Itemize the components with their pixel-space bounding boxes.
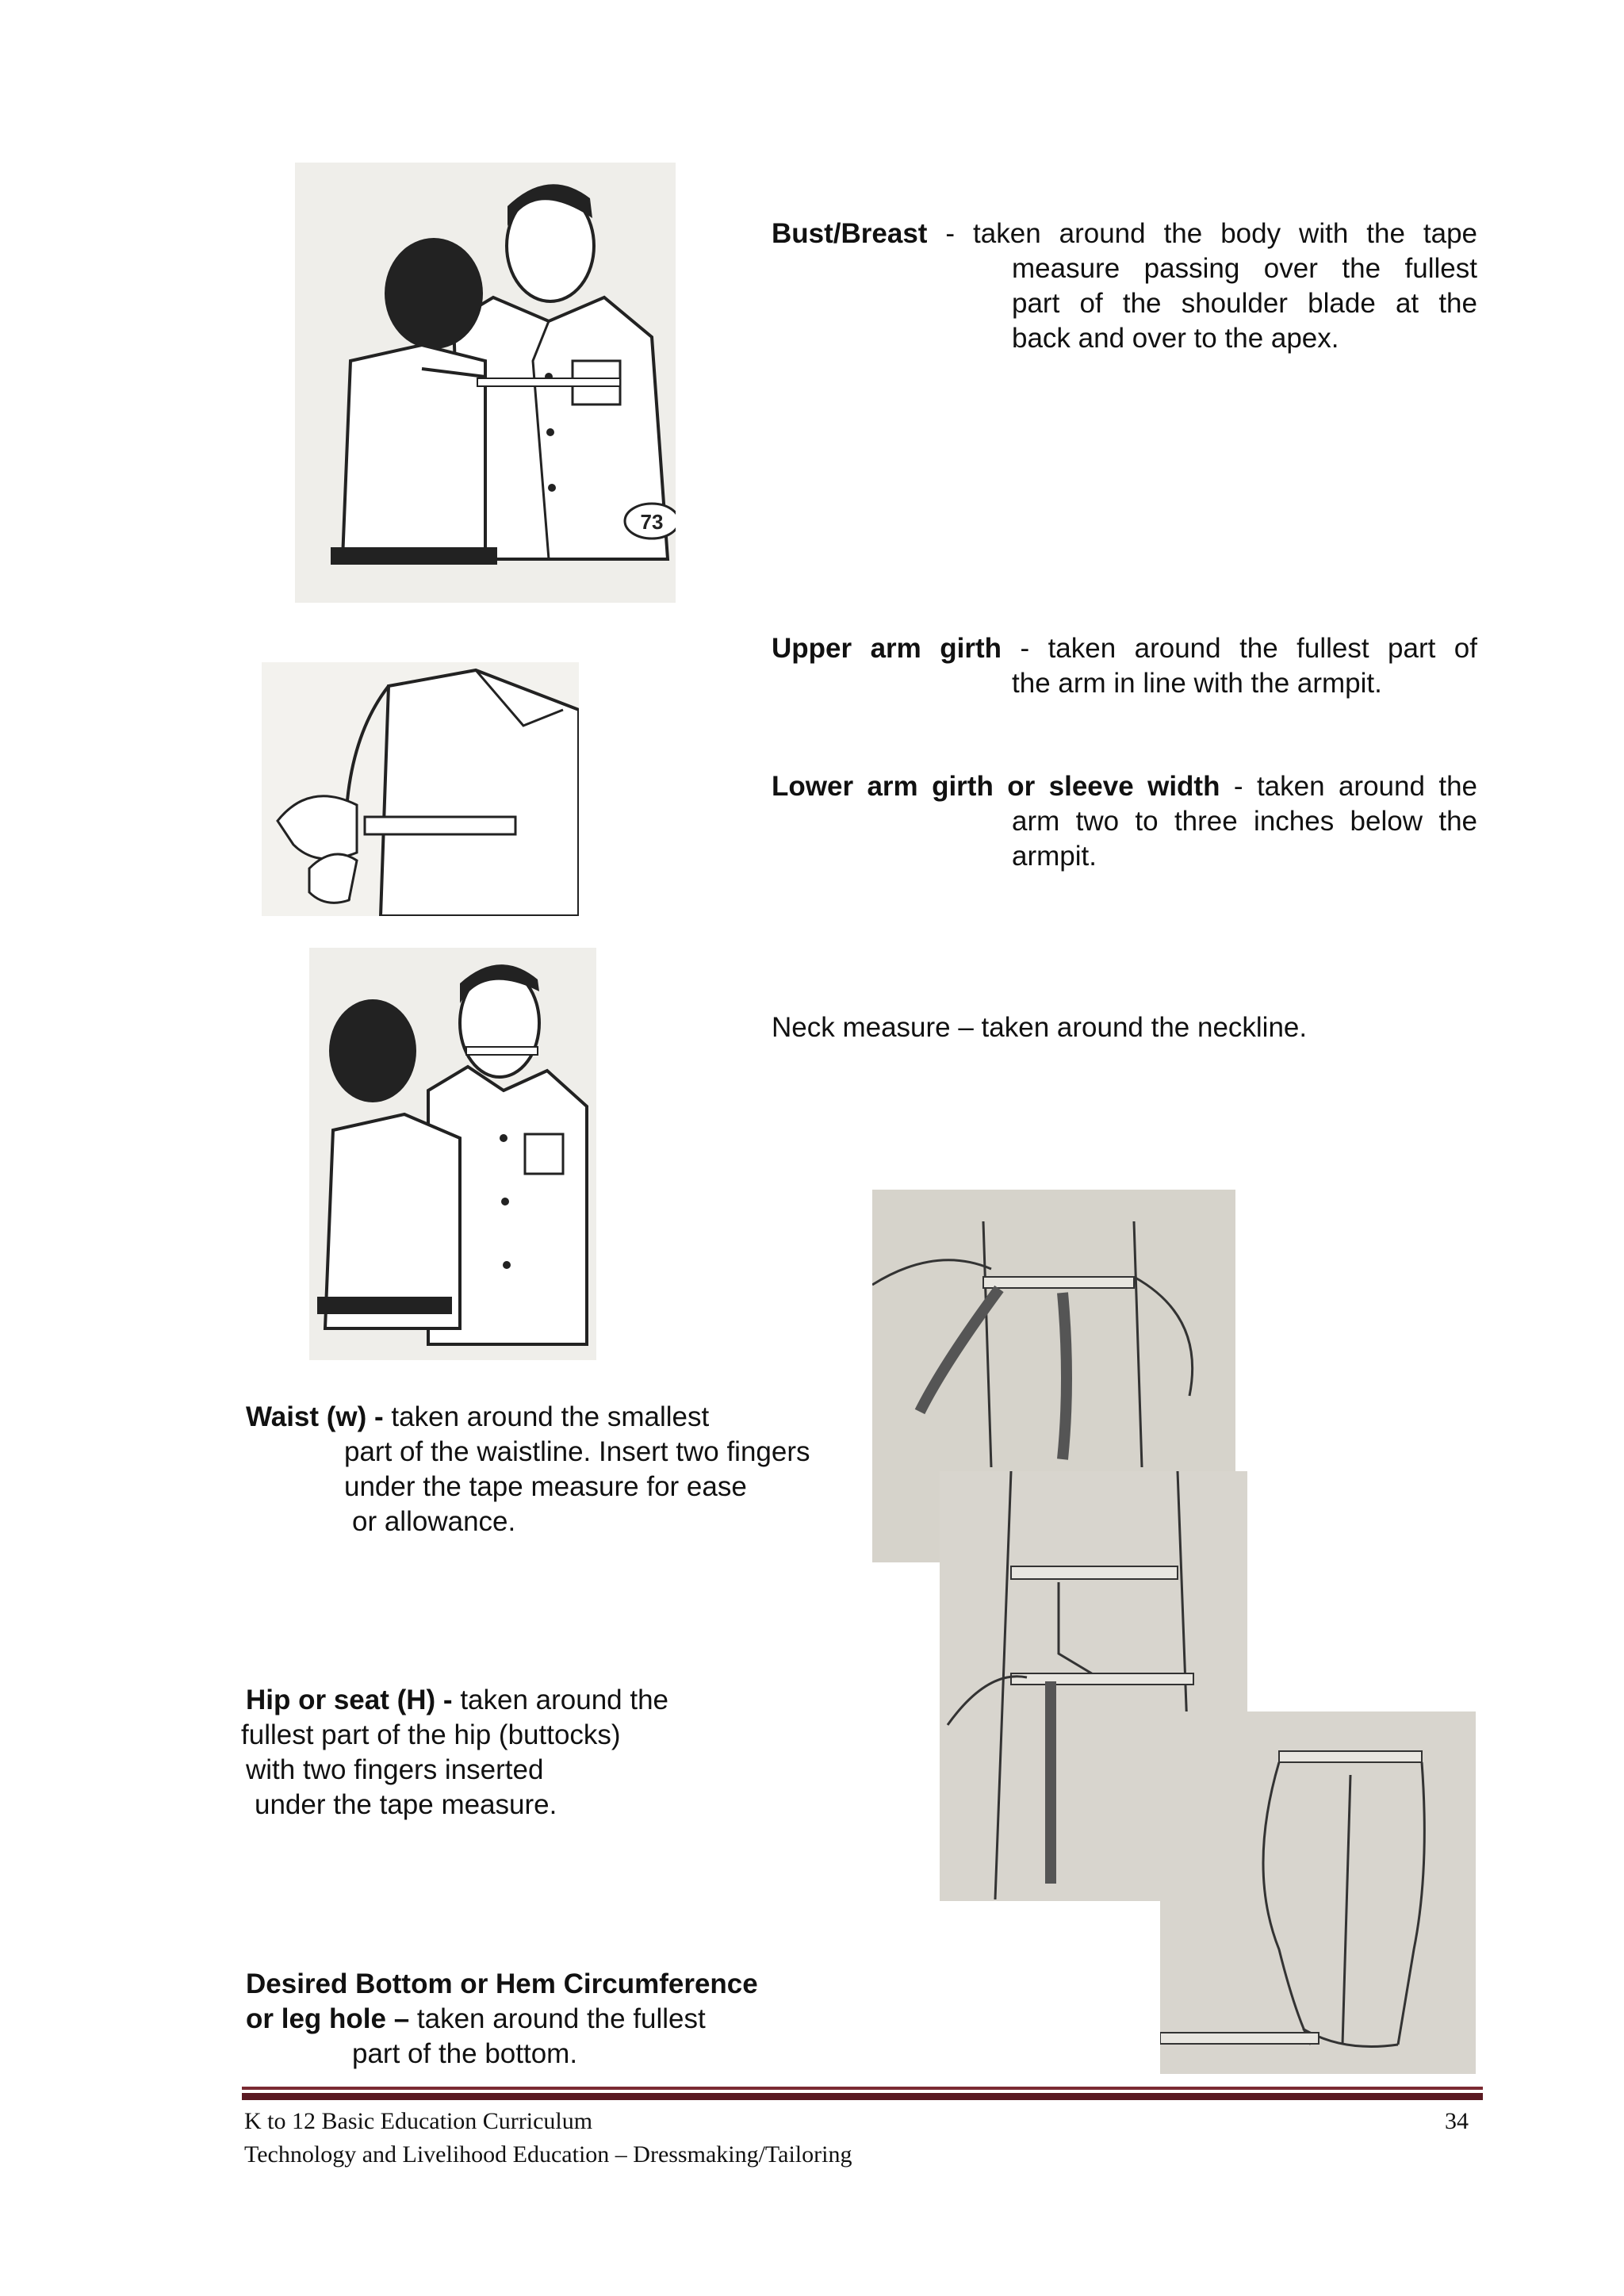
figure-tag-number: 73 [640, 510, 664, 534]
hem-entry [246, 1967, 864, 2072]
hip-entry [241, 1683, 864, 1823]
bust-line-2: measure passing over the fullest [1012, 253, 1477, 284]
figure-hem-measure [1160, 1711, 1476, 2074]
upper-arm-line-1: taken around the fullest part of [1048, 633, 1477, 664]
footer-rule-thin [242, 2087, 1483, 2090]
hip-line-1: taken around the [460, 1685, 669, 1715]
neck-measure-text: Neck measure – taken around the neckline. [772, 1012, 1308, 1043]
waist-entry [246, 1400, 864, 1539]
page-number: 34 [1445, 2108, 1469, 2134]
hem-line-2: part of the bottom. [352, 2038, 578, 2069]
neck-measure-entry [772, 1010, 1477, 1045]
arm-girth-illustration [262, 662, 579, 916]
bust-term: Bust/Breast [772, 218, 928, 249]
upper-arm-separator: - [1002, 633, 1048, 664]
upper-arm-term: Upper arm girth [772, 633, 1002, 664]
hip-line-2: fullest part of the hip (buttocks) [241, 1719, 621, 1750]
figure-bust-measure [295, 163, 676, 603]
bust-measure-illustration [295, 163, 676, 603]
upper-arm-line-2: the arm in line with the armpit. [1012, 668, 1382, 699]
hem-term-line-1: Desired Bottom or Hem Circumference [246, 1968, 758, 1999]
lower-arm-line-3: armpit. [1012, 841, 1097, 872]
lower-arm-term: Lower arm girth or sleeve width [772, 771, 1220, 802]
footer-rule-thick [242, 2093, 1483, 2100]
lower-arm-entry [772, 769, 1477, 874]
footer-curriculum-line: K to 12 Basic Education Curriculum [244, 2108, 593, 2134]
hip-term: Hip or seat (H) - [246, 1685, 453, 1715]
waist-term: Waist (w) - [246, 1401, 384, 1432]
bust-line-3: part of the shoulder blade at the [1012, 288, 1477, 319]
waist-line-1: taken around the smallest [391, 1401, 710, 1432]
bust-separator: - [927, 218, 974, 249]
hip-line-4: under the tape measure. [255, 1789, 557, 1820]
lower-arm-separator: - [1220, 771, 1257, 802]
hem-measure-illustration [1160, 1711, 1476, 2074]
hip-line-3: with two fingers inserted [246, 1754, 544, 1785]
upper-arm-entry [772, 631, 1477, 701]
bust-measure-entry [772, 217, 1477, 356]
figure-arm-girth [262, 662, 579, 916]
hem-line-1: taken around the fullest [416, 2003, 706, 2034]
waist-line-2: part of the waistline. Insert two fingers [344, 1436, 810, 1467]
bust-line-1: taken around the body with the tape [973, 218, 1478, 249]
lower-arm-line-1: taken around the [1256, 771, 1477, 802]
waist-line-3: under the tape measure for ease [344, 1471, 747, 1502]
waist-line-4: or allowance. [352, 1506, 516, 1537]
figure-neck-measure [309, 948, 596, 1360]
bust-line-4: back and over to the apex. [1012, 323, 1339, 354]
lower-arm-line-2: arm two to three inches below the [1012, 806, 1477, 837]
footer-subject-line: Technology and Livelihood Education – Dressmaking/Tailoring [244, 2141, 852, 2168]
neck-measure-illustration [309, 948, 596, 1360]
hem-term-line-2: or leg hole – [246, 2003, 410, 2034]
